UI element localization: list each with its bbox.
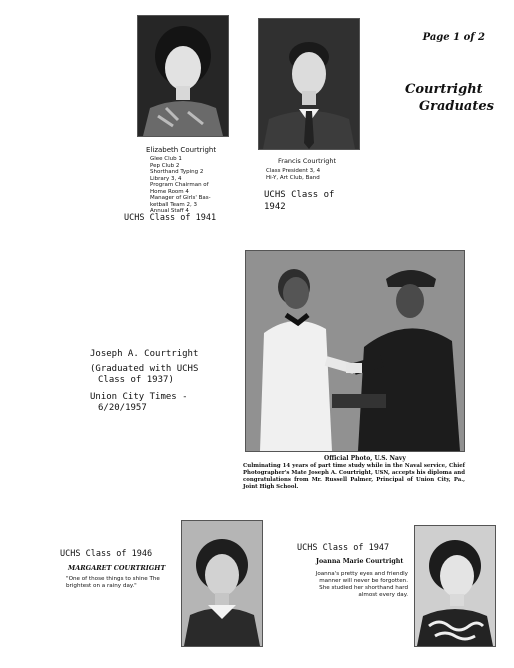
margaret-quote: "One of those things to shine The brightest on a rainy day." xyxy=(66,576,160,589)
joanna-portrait-image xyxy=(415,526,495,646)
joseph-details xyxy=(90,349,198,414)
francis-class xyxy=(264,189,334,213)
activity-line: Glee Club 1 xyxy=(150,156,182,162)
francis-class-line1: UCHS Class of xyxy=(264,190,335,200)
francis-name: Francis Courtright xyxy=(278,157,337,165)
activity-line: Annual Staff 4 xyxy=(150,208,189,214)
joseph-photo-credit: Official Photo, U.S. Navy xyxy=(324,455,406,462)
activity-line: ketball Team 2, 3 xyxy=(150,201,197,208)
joseph-photo-caption: Culminating 14 years of part time study while in the Naval service, Chief Photographer's Mate Joseph A. Courtright, USN, accepts his diploma and congratulations from Mr. Russell Palmer, Principal of Union City, Pa., Joint High School. xyxy=(243,463,465,490)
joanna-class: UCHS Class of 1947 xyxy=(297,543,390,553)
diploma-presentation-image xyxy=(246,251,464,451)
joseph-name: Joseph A. Courtright xyxy=(90,349,199,359)
page-title-line2: Graduates xyxy=(419,99,494,114)
joanna-blurb: Joanna's pretty eyes and friendly manner will never be forgotten. She studied her shorthand hard almost every day. xyxy=(315,571,408,598)
title-card xyxy=(395,22,495,130)
activity-line: Pep Club 2 xyxy=(150,162,180,169)
activity-line: Class President 3, 4 xyxy=(266,168,321,174)
joseph-note-line1: (Graduated with UCHS xyxy=(90,364,199,374)
margaret-portrait-image xyxy=(182,521,262,646)
francis-portrait-image xyxy=(259,19,359,149)
margaret-name: MARGARET COURTRIGHT xyxy=(68,564,166,572)
activity-line: Hi-Y, Art Club, Band xyxy=(266,174,320,181)
activity-line: Library 3, 4 xyxy=(150,175,182,182)
joseph-note-line2: Class of 1937) xyxy=(98,375,174,385)
margaret-class: UCHS Class of 1946 xyxy=(60,549,153,559)
activity-line: Shorthand Typing 2 xyxy=(150,169,204,175)
activity-line: Manager of Girls' Bas- xyxy=(150,195,211,201)
elizabeth-name: Elizabeth Courtright xyxy=(146,146,217,154)
elizabeth-photo xyxy=(137,15,229,137)
page-title-line1: Courtright xyxy=(405,82,483,97)
elizabeth-class: UCHS Class of 1941 xyxy=(124,213,217,223)
page-label: Page 1 of 2 xyxy=(422,32,485,43)
elizabeth-activities xyxy=(150,156,240,215)
francis-activities xyxy=(266,168,356,181)
joanna-name: Joanna Marie Courtright xyxy=(316,558,404,565)
joseph-source-line2: 6/20/1957 xyxy=(98,403,147,413)
activity-line: Program Chairman of xyxy=(150,182,209,188)
joseph-source-line1: Union City Times - xyxy=(90,392,188,402)
francis-class-line2: 1942 xyxy=(264,202,286,212)
francis-photo xyxy=(258,18,360,150)
joanna-photo xyxy=(414,525,496,647)
activity-line: Home Room 4 xyxy=(150,188,189,195)
margaret-photo xyxy=(181,520,263,647)
elizabeth-portrait-image xyxy=(138,16,228,136)
joseph-ceremony-photo xyxy=(245,250,465,452)
